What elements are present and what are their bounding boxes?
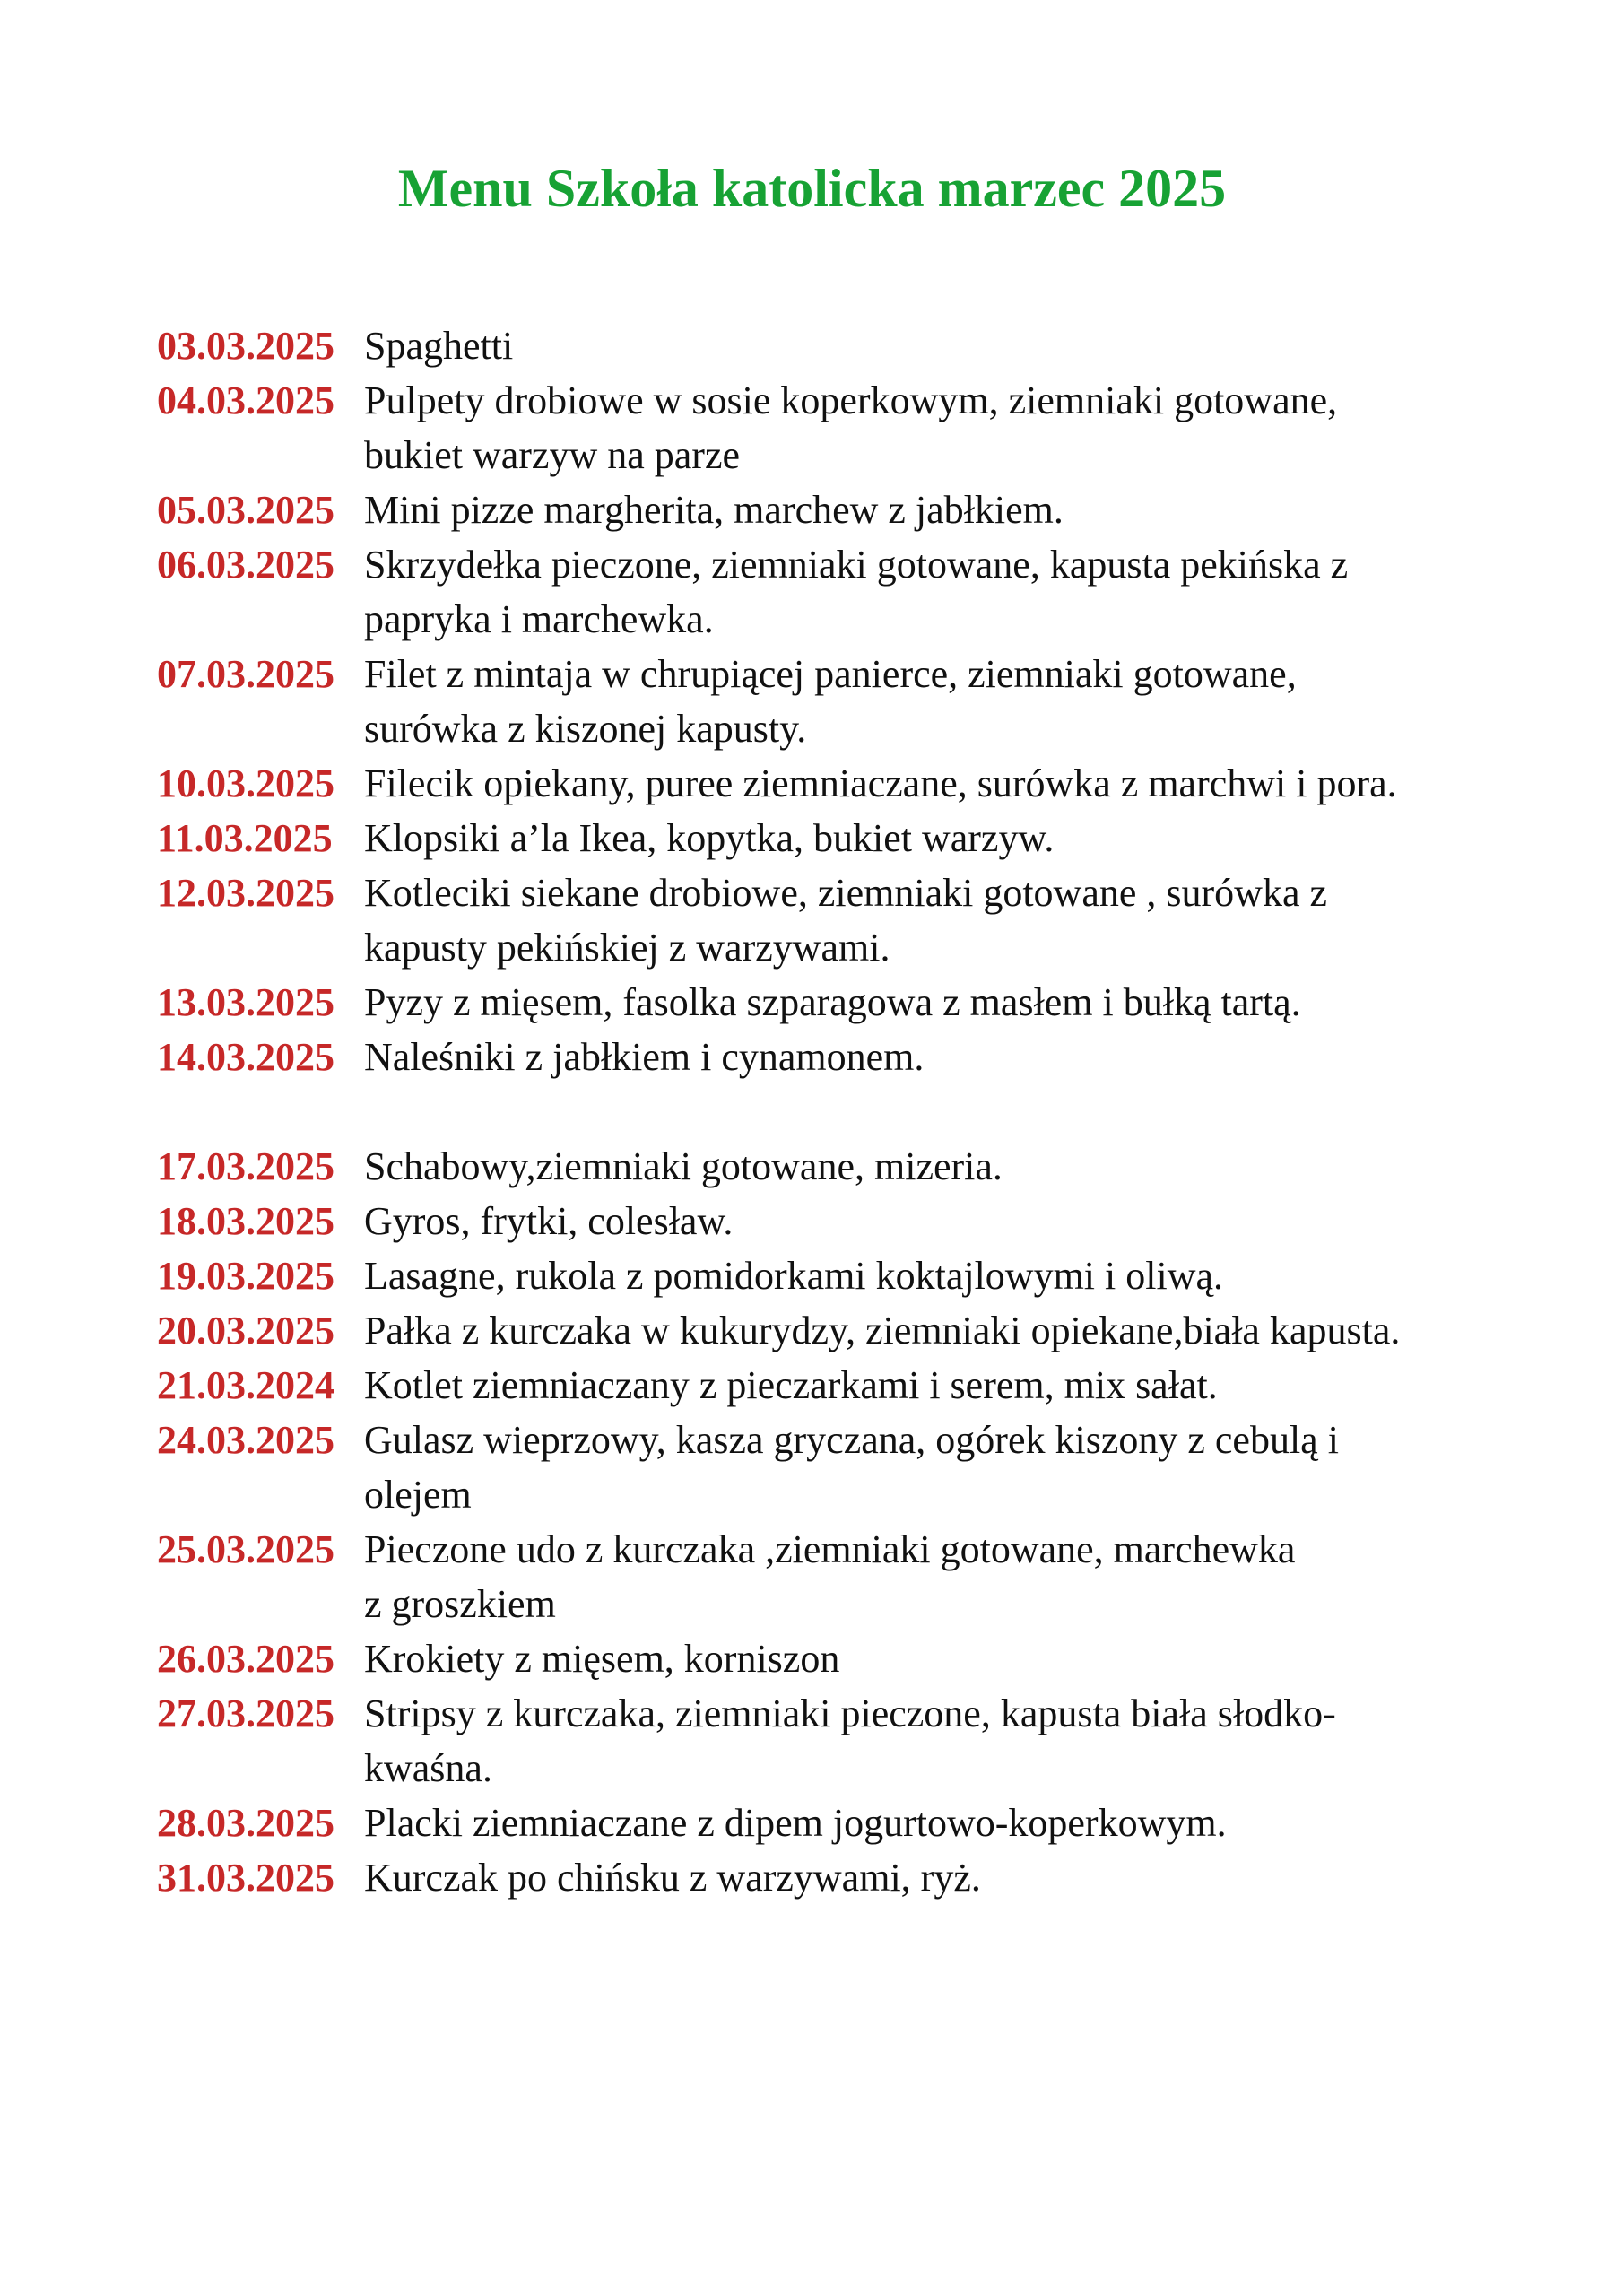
menu-dish-line: Kurczak po chińsku z warzywami, ryż. [364,1856,981,1900]
menu-dish-line: kapusty pekińskiej z warzywami. [364,926,890,970]
menu-entry [157,1850,1502,1905]
menu-date: 06.03.2025 [157,543,334,587]
menu-dish-line: Filet z mintaja w chrupiącej panierce, ziemniaki gotowane, [364,652,1297,696]
menu-entry [157,1030,1502,1084]
menu-date: 25.03.2025 [157,1527,334,1571]
menu-dish [157,756,1502,811]
menu-dish-line: Placki ziemniaczane z dipem jogurtowo-koperkowym. [364,1801,1227,1845]
menu-dish-line: Mini pizze margherita, marchew z jabłkiem. [364,488,1064,532]
menu-dish [157,1850,1502,1905]
menu-date: 17.03.2025 [157,1144,334,1188]
menu-dish-line: z groszkiem [364,1582,556,1626]
menu-dish-line: Kotlet ziemniaczany z pieczarkami i serem, mix sałat. [364,1363,1218,1407]
menu-date: 28.03.2025 [157,1801,334,1845]
menu-entry [157,373,1502,483]
menu-entry [157,1686,1502,1796]
menu-entry [157,756,1502,811]
menu-entry [157,1303,1502,1358]
menu-entry [157,1358,1502,1413]
menu-dish [157,1303,1502,1358]
menu-dish-line: olejem [364,1473,472,1517]
menu-dish [157,1194,1502,1248]
menu-dish [157,1030,1502,1084]
menu-dish-line: Lasagne, rukola z pomidorkami koktajlowymi i oliwą. [364,1254,1224,1298]
menu-dish-line: Gulasz wieprzowy, kasza gryczana, ogórek kiszony z cebulą i [364,1418,1339,1462]
menu-dish-line: Naleśniki z jabłkiem i cynamonem. [364,1035,925,1079]
menu-dish-line: Gyros, frytki, colesław. [364,1199,734,1243]
menu-dish-line: Krokiety z mięsem, korniszon [364,1637,840,1681]
menu-dish-line: Pyzy z mięsem, fasolka szparagowa z masłem i bułką tartą. [364,980,1301,1024]
menu-dish-line: Klopsiki a’la Ikea, kopytka, bukiet warzyw. [364,816,1055,860]
menu-date: 04.03.2025 [157,378,334,422]
menu-entry [157,1413,1502,1522]
menu-dish [157,647,1502,756]
menu-dish-line: Pulpety drobiowe w sosie koperkowym, ziemniaki gotowane, [364,378,1338,422]
menu-entry [157,811,1502,865]
menu-dish [157,537,1502,647]
menu-dish-line: papryka i marchewka. [364,597,714,641]
menu-date: 20.03.2025 [157,1309,334,1352]
menu-entry [157,1522,1502,1631]
menu-list [157,318,1502,1905]
menu-entry [157,1139,1502,1194]
menu-date: 13.03.2025 [157,980,334,1024]
menu-entry [157,537,1502,647]
menu-dish-line: kwaśna. [364,1746,492,1790]
menu-dish [157,1522,1502,1631]
menu-dish-line: Schabowy,ziemniaki gotowane, mizeria. [364,1144,1003,1188]
menu-date: 18.03.2025 [157,1199,334,1243]
menu-entry [157,865,1502,975]
menu-date: 10.03.2025 [157,761,334,805]
menu-dish-line: Skrzydełka pieczone, ziemniaki gotowane, kapusta pekińska z [364,543,1349,587]
menu-entry [157,1796,1502,1850]
menu-dish [157,865,1502,975]
menu-date: 03.03.2025 [157,324,334,368]
menu-date: 19.03.2025 [157,1254,334,1298]
menu-dish-line: Kotleciki siekane drobiowe, ziemniaki gotowane , surówka z [364,871,1328,915]
page-title: Menu Szkoła katolicka marzec 2025 [397,159,1227,218]
menu-date: 31.03.2025 [157,1856,334,1900]
menu-date: 11.03.2025 [157,816,333,860]
menu-dish-line: Stripsy z kurczaka, ziemniaki pieczone, kapusta biała słodko- [364,1692,1336,1735]
menu-dish-line: surówka z kiszonej kapusty. [364,707,807,751]
menu-entry [157,1248,1502,1303]
menu-date: 07.03.2025 [157,652,334,696]
menu-dish [157,1139,1502,1194]
menu-entry [157,1631,1502,1686]
menu-dish-line: Spaghetti [364,324,514,368]
menu-date: 24.03.2025 [157,1418,334,1462]
menu-date: 21.03.2024 [157,1363,334,1407]
menu-dish [157,1631,1502,1686]
menu-dish [157,811,1502,865]
menu-date: 26.03.2025 [157,1637,334,1681]
menu-dish [157,483,1502,537]
menu-dish [157,373,1502,483]
menu-dish [157,1248,1502,1303]
menu-entry [157,1194,1502,1248]
menu-entry [157,318,1502,373]
menu-dish-line: Filecik opiekany, puree ziemniaczane, surówka z marchwi i pora. [364,761,1397,805]
menu-dish-line: Pałka z kurczaka w kukurydzy, ziemniaki opiekane,biała kapusta. [364,1309,1401,1352]
menu-dish-line: bukiet warzyw na parze [364,433,741,477]
menu-date: 05.03.2025 [157,488,334,532]
menu-dish [157,1686,1502,1796]
menu-date: 27.03.2025 [157,1692,334,1735]
menu-date: 14.03.2025 [157,1035,334,1079]
menu-dish [157,1358,1502,1413]
menu-dish [157,318,1502,373]
menu-dish [157,975,1502,1030]
menu-date: 12.03.2025 [157,871,334,915]
menu-dish [157,1413,1502,1522]
menu-entry [157,975,1502,1030]
menu-dish-line: Pieczone udo z kurczaka ,ziemniaki gotowane, marchewka [364,1527,1296,1571]
menu-entry [157,483,1502,537]
menu-entry [157,647,1502,756]
menu-dish [157,1796,1502,1850]
